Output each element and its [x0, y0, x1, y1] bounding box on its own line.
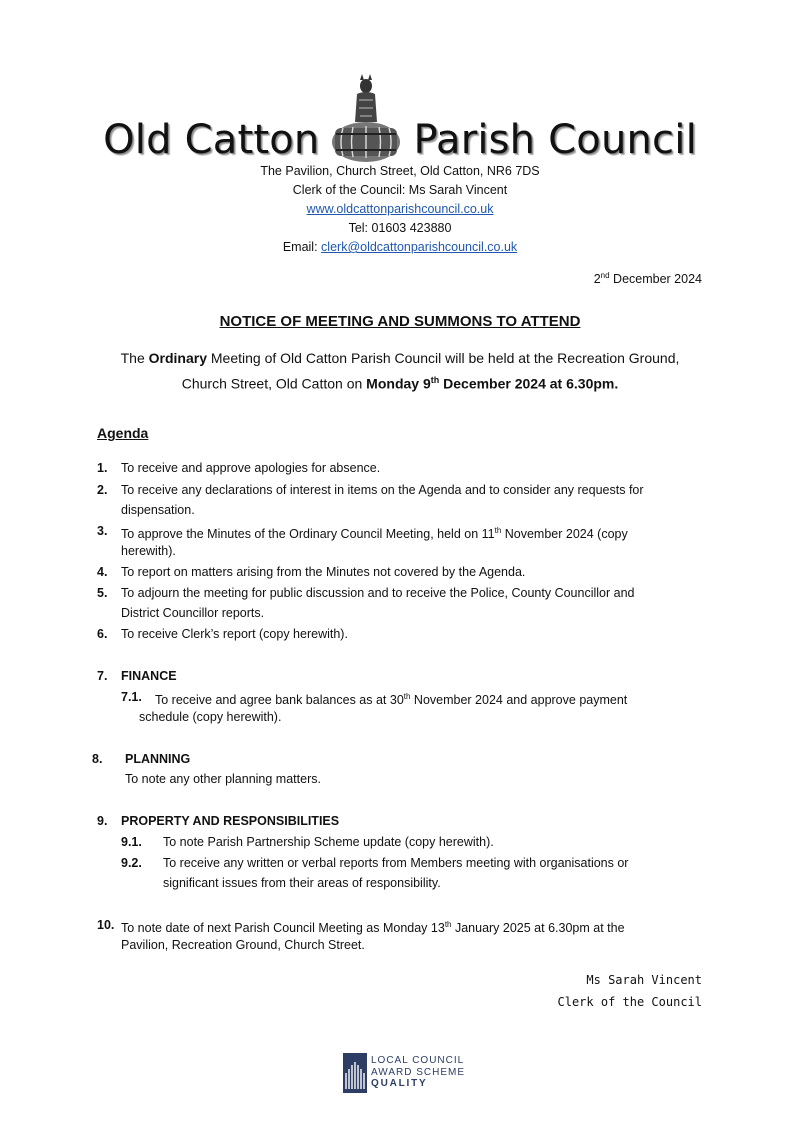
agenda-title: Agenda [97, 425, 149, 441]
letterhead-title [0, 104, 800, 164]
award-line-3: QUALITY [371, 1078, 428, 1089]
email-label: Email: [282, 240, 318, 254]
award-line-2: AWARD SCHEME [371, 1066, 466, 1078]
award-scheme-logo [343, 1053, 493, 1095]
clerk-line: Clerk of the Council: Ms Sarah Vincent [292, 183, 508, 197]
notice-heading: NOTICE OF MEETING AND SUMMONS TO ATTEND [219, 313, 581, 330]
signature-name: Ms Sarah Vincent [586, 973, 702, 987]
title-left: Old Catton [103, 117, 320, 163]
address: The Pavilion, Church Street, Old Catton, NR6 7DS [260, 164, 540, 178]
title-right: Parish Council [413, 117, 697, 163]
letterhead-contact [0, 162, 800, 257]
award-logo-icon [343, 1053, 367, 1093]
email-link[interactable]: clerk@oldcattonparishcouncil.co.uk [321, 240, 518, 254]
barrel-emblem-icon [329, 72, 403, 168]
signature-role: Clerk of the Council [557, 995, 702, 1009]
award-line-1: LOCAL COUNCIL [371, 1055, 465, 1066]
meeting-intro: The Ordinary Meeting of Old Catton Parish Council will be held at the Recreation Ground, Church Street, Old Catton on Monday 9th December 2024 at 6.30pm. [120, 350, 680, 392]
signature-block [558, 969, 703, 1013]
document-page: Old Catton Parish Council The Pavilion, Church Street, Old Catton, NR6 7DS Clerk of the Council: Ms Sarah Vincent www.oldcattonparishcouncil.co.uk Tel: 01603 423880 Email: clerk@oldcattonparishcouncil.co.uk 2nd December 2024 NOTICE OF MEETING AND SUMMONS TO ATTEND The Ordinary Meeting of Old Catton Parish Council will be held at the Recreation Ground, Church Street, Old Catton on Monday 9th December 2024 at 6.30pm. Agenda 1. To receive and approve apologies for absence. 2. To receive any declarations of interest in items on the Agenda and to consider any requests for dispensation. 3. To approve the Minutes of the Ordinary Council Meeting, held on 11th November 2024 (copy herewith). 4. To report on matters arising from the Minutes not covered by the Agenda. 5. To adjourn the meeting for public discussion and to receive the Police, County Councillor and District Councillor reports. 6. To receive Clerk’s report (copy herewith). 7. FINANCE 7.1. To receive and agree bank balances as at 30th November 2024 and approve payment schedule (copy herewith). 8. PLANNING To note any other planning matters. 9. PROPERTY AND RESPONSIBILITIES 9.1. To note Parish Partnership Scheme update (copy herewith). 9.2. To receive any written or verbal reports from Members meeting with organisations or significant issues from their areas of responsibility. 10. To note date of next Parish Council Meeting as Monday 13th January 2025 at 6.30pm at the Pavilion, Recreation Ground, Church Street. Ms Sarah Vincent Clerk of the Council LOCAL COUNCIL AWARD SCHEME QUALITY [0, 0, 800, 1131]
document-date: 2nd December 2024 [593, 271, 702, 287]
website-link[interactable]: www.oldcattonparishcouncil.co.uk [306, 202, 494, 216]
telephone: Tel: 01603 423880 [348, 221, 452, 235]
